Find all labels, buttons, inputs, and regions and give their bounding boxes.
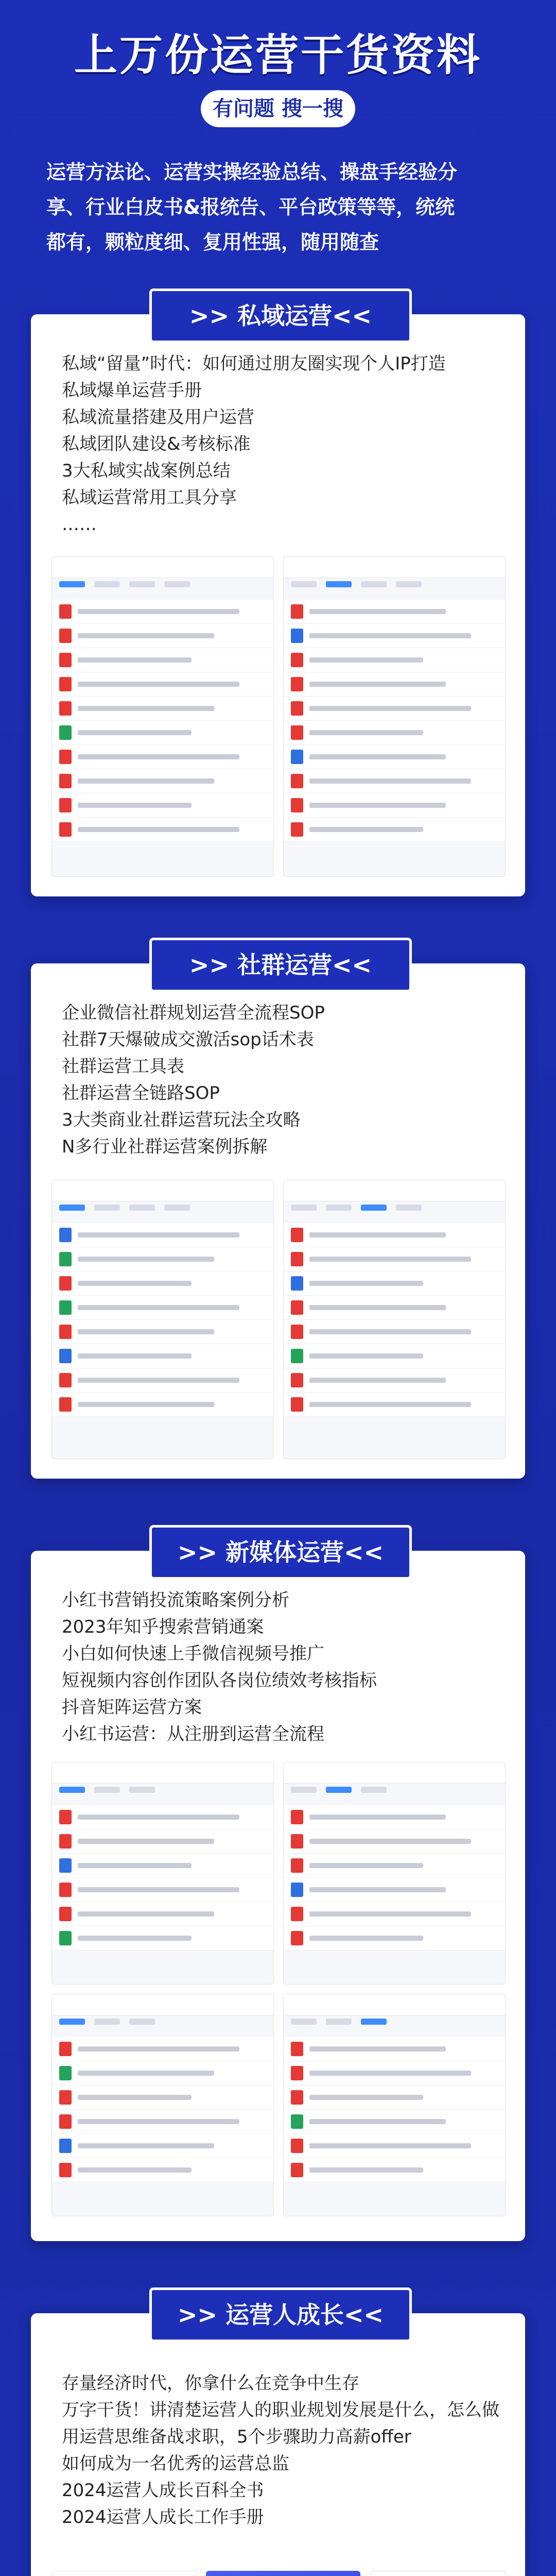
xls-file-icon <box>291 2114 303 2129</box>
section-tag-private: >> 私域运营<< <box>149 289 412 343</box>
pdf-file-icon <box>291 822 303 837</box>
pdf-file-icon <box>59 1276 72 1291</box>
pdf-file-icon <box>59 774 72 788</box>
xls-file-icon <box>59 725 72 740</box>
list-item: 私域流量搭建及用户运营 <box>62 407 254 428</box>
list-item: 用运营思维备战求职，5个步骤助力高薪offer <box>62 2427 411 2447</box>
list-item: 私域运营常用工具分享 <box>62 487 237 508</box>
pdf-file-icon <box>291 1252 303 1266</box>
search-pill: 有问题 搜一搜 <box>201 90 355 127</box>
book-cover-image <box>206 2571 360 2576</box>
pdf-file-icon <box>291 2042 303 2056</box>
file-list-screenshot <box>51 1994 274 2216</box>
pdf-file-icon <box>59 1834 72 1849</box>
screenshot-grid <box>51 1762 505 2215</box>
section-tag-newmedia: >> 新媒体运营<< <box>149 1525 412 1580</box>
list-item: 小白如何快速上手微信视频号推广 <box>62 1643 324 1664</box>
pdf-file-icon <box>291 2139 303 2153</box>
pdf-file-icon <box>59 2114 72 2129</box>
section-card-community <box>31 963 525 1479</box>
pdf-file-icon <box>291 604 303 619</box>
pdf-file-icon <box>59 1907 72 1921</box>
screenshot-row <box>51 1180 505 1458</box>
pdf-file-icon <box>291 1834 303 1849</box>
file-list-screenshot <box>283 556 506 877</box>
pdf-file-icon <box>59 2090 72 2105</box>
pdf-file-icon <box>59 1883 72 1897</box>
xls-file-icon <box>59 1931 72 1945</box>
section-list <box>62 350 505 538</box>
pdf-file-icon <box>291 774 303 788</box>
doc-file-icon <box>59 2139 72 2153</box>
section-list <box>62 2370 505 2531</box>
pdf-file-icon <box>59 798 72 812</box>
list-item: 小红书营销投流策略案例分析 <box>62 1590 289 1611</box>
pdf-file-icon <box>59 2042 72 2056</box>
pdf-file-icon <box>291 1858 303 1873</box>
list-item: 社群运营全链路SOP <box>62 1083 220 1104</box>
doc-file-icon <box>291 629 303 643</box>
doc-file-icon <box>59 1228 72 1242</box>
pdf-file-icon <box>291 1931 303 1945</box>
pdf-file-icon <box>291 2066 303 2080</box>
list-item: 社群7天爆破成交激活sop话术表 <box>62 1029 314 1050</box>
pdf-file-icon <box>59 629 72 643</box>
pdf-file-icon <box>59 2163 72 2177</box>
hero-desc-line: 享、行业白皮书&报统告、平台政策等等，统统 <box>46 196 455 218</box>
section-tag-community: >> 社群运营<< <box>149 938 412 992</box>
xls-file-icon <box>59 2066 72 2080</box>
pdf-file-icon <box>59 1373 72 1387</box>
section-card-private <box>31 314 525 896</box>
pdf-file-icon <box>59 1810 72 1824</box>
section-tag-growth: >> 运营人成长<< <box>149 2287 412 2342</box>
xls-file-icon <box>291 1349 303 1363</box>
list-item: 抖音矩阵运营方案 <box>62 1697 202 1718</box>
xls-file-icon <box>59 1300 72 1315</box>
pdf-file-icon <box>291 1373 303 1387</box>
list-item: 私域团队建设&考核标准 <box>62 434 251 454</box>
hero-desc-line: 都有，颗粒度细、复用性强，随用随查 <box>46 231 379 253</box>
list-item: 私域“留量”时代：如何通过朋友圈实现个人IP打造 <box>62 353 446 374</box>
pdf-file-icon <box>291 2090 303 2105</box>
screenshot-row <box>51 556 505 876</box>
pdf-file-icon <box>291 1810 303 1824</box>
pdf-file-icon <box>291 1300 303 1315</box>
list-item: 存量经济时代，你拿什么在竞争中生存 <box>62 2373 359 2394</box>
pdf-file-icon <box>291 701 303 716</box>
list-item: 如何成为一名优秀的运营总监 <box>62 2453 289 2474</box>
section-card-growth <box>31 2313 525 2576</box>
section-list <box>62 999 505 1160</box>
list-item: 私域爆单运营手册 <box>62 380 202 401</box>
list-item: 企业微信社群规划运营全流程SOP <box>62 1003 325 1023</box>
section-card-newmedia <box>31 1551 525 2241</box>
pdf-file-icon <box>59 1325 72 1339</box>
pdf-file-icon <box>291 1325 303 1339</box>
document-preview <box>371 2571 506 2576</box>
doc-file-icon <box>291 750 303 764</box>
list-item: 小红书运营：从注册到运营全流程 <box>62 1724 324 1744</box>
pdf-file-icon <box>59 1397 72 1412</box>
pdf-file-icon <box>291 1397 303 1412</box>
file-list-screenshot <box>283 1762 506 1985</box>
pdf-file-icon <box>291 1907 303 1921</box>
section-list <box>62 1587 505 1748</box>
pdf-file-icon <box>59 653 72 667</box>
xls-file-icon <box>59 1252 72 1266</box>
hero-desc-line: 运营方法论、运营实操经验总结、操盘手经验分 <box>46 161 458 183</box>
list-item: 社群运营工具表 <box>62 1056 184 1077</box>
pdf-file-icon <box>59 677 72 691</box>
list-item: 3大类商业社群运营玩法全攻略 <box>62 1110 301 1130</box>
file-list-screenshot <box>51 1180 274 1459</box>
list-item: 2024运营人成长工作手册 <box>62 2507 264 2528</box>
pdf-file-icon <box>291 1228 303 1242</box>
doc-file-icon <box>59 1349 72 1363</box>
doc-file-icon <box>59 1858 72 1873</box>
file-list-screenshot <box>283 1994 506 2216</box>
list-item: …… <box>62 514 97 535</box>
pdf-file-icon <box>59 822 72 837</box>
list-item: 2024运营人成长百科全书 <box>62 2480 264 2501</box>
pdf-file-icon <box>59 604 72 619</box>
pdf-file-icon <box>291 653 303 667</box>
list-item: 短视频内容创作团队各岗位绩效考核指标 <box>62 1670 377 1691</box>
doc-file-icon <box>291 1276 303 1291</box>
list-item: N多行业社群运营案例拆解 <box>62 1137 268 1157</box>
hero-title: 上万份运营干货资料 <box>74 30 482 80</box>
list-item: 2023年知乎搜索营销通案 <box>62 1617 264 1637</box>
list-item: 3大私域实战案例总结 <box>62 461 231 481</box>
pdf-file-icon <box>291 798 303 812</box>
pdf-file-icon <box>59 750 72 764</box>
pdf-file-icon <box>291 2163 303 2177</box>
pdf-file-icon <box>291 677 303 691</box>
file-list-screenshot <box>51 2571 197 2576</box>
screenshot-row <box>51 2571 505 2576</box>
pdf-file-icon <box>59 701 72 716</box>
file-list-screenshot <box>283 1180 506 1459</box>
pdf-file-icon <box>291 725 303 740</box>
hero-banner <box>0 0 556 268</box>
file-list-screenshot <box>51 556 274 877</box>
doc-file-icon <box>291 1883 303 1897</box>
list-item: 万字干货！讲清楚运营人的职业规划发展是什么，怎么做 <box>62 2400 499 2420</box>
file-list-screenshot <box>51 1762 274 1985</box>
hero-description <box>46 155 510 260</box>
